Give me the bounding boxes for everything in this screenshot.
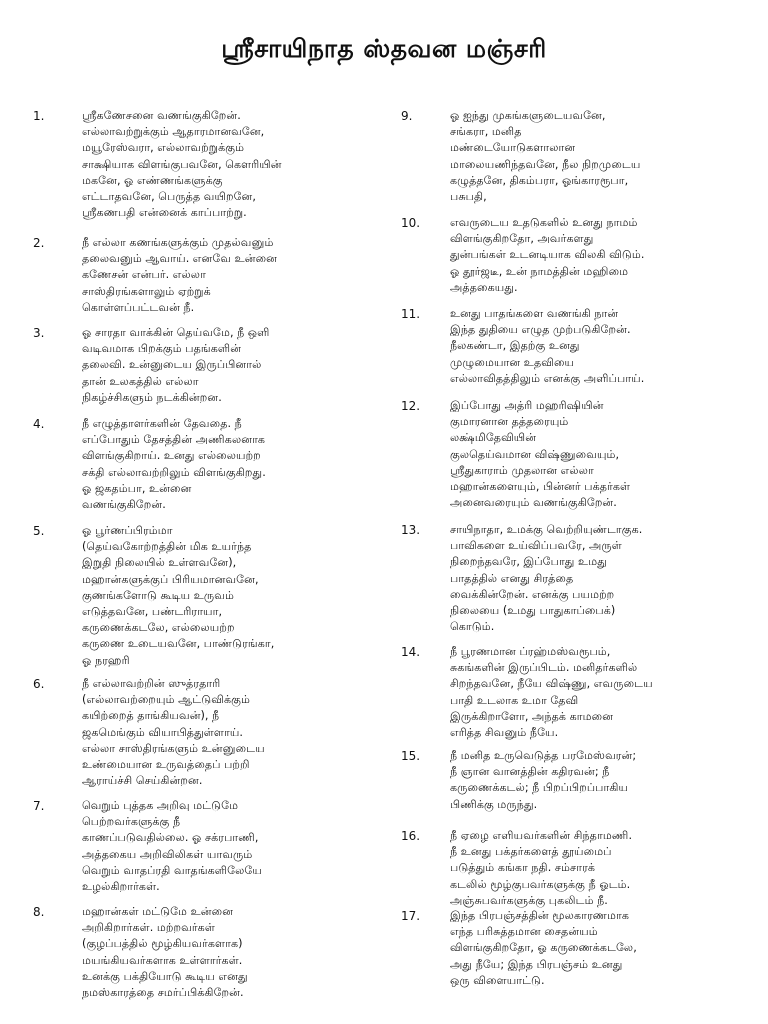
- verse-line: இந்த பிரபஞ்சத்தின் மூலகாரணமாக: [450, 909, 629, 922]
- verse-line: உனக்கு பக்தியோடு கூடிய எனது: [82, 969, 248, 983]
- verse-text: [450, 306, 644, 387]
- verse-line: நீ எல்லாவற்றின் ஸுத்ரதாரி: [82, 677, 221, 690]
- verse-line: ஓ பூர்ணப்பிரம்மா: [82, 524, 173, 537]
- verse-line: நீலகண்டா, இதற்கு உனது: [450, 339, 580, 353]
- verse-line: எல்லாவிதத்திலும் எனக்கு அளிப்பாய்.: [450, 371, 645, 385]
- verse-line: அது நீயே; இந்த பிரபஞ்சம் உனது: [450, 957, 623, 971]
- verse-line: தலைவி. உன்னுடைய இருப்பினால்: [82, 358, 262, 372]
- verse-line: சிறந்தவனே, நீயே விஷ்ணு, எவருடைய: [450, 677, 653, 691]
- verse-number: 1.: [33, 109, 45, 123]
- verse-line: மயூரேஸ்வரா, எல்லாவற்றுக்கும்: [82, 141, 245, 155]
- verse-number: 4.: [33, 417, 45, 431]
- verse-line: கொடும்.: [450, 620, 495, 634]
- verse-line: ஒரு விளையாட்டு.: [450, 973, 545, 987]
- verse-line: நிகழ்ச்சிகளும் நடக்கின்றன.: [82, 390, 222, 404]
- verse-line: மஹான்களுக்குப் பிரியமானவனே,: [82, 572, 259, 586]
- verse-line: எல்லா சாஸ்திரங்களும் உன்னுடைய: [82, 741, 265, 755]
- verse-line: தலைவனும் ஆவாய். எனவே உன்னை: [82, 252, 278, 266]
- verse-line: மஹான்களையும், பின்னர் பக்தர்கள்: [450, 480, 631, 494]
- verse-line: கணேசன் என்பர். எல்லா: [82, 268, 206, 282]
- verse-text: [450, 644, 653, 741]
- verse-line: உனது பாதங்களை வணங்கி நான்: [450, 307, 619, 320]
- verse-text: [450, 522, 642, 635]
- verse-line: அறிகிறார்கள். மற்றவர்கள்: [82, 921, 215, 935]
- verse-number: 16.: [401, 829, 421, 843]
- verse-line: நமஸ்காரத்தை சமர்ப்பிக்கிறேன்.: [82, 986, 244, 1000]
- verse-line: மஹான்கள் மட்டுமே உன்னை: [82, 905, 234, 918]
- verse-line: நீ பூரணமான ப்ரஹ்மஸ்வரூபம்,: [450, 645, 611, 658]
- verse-line: கயிற்றைத் தாங்கியவன்), நீ: [82, 709, 220, 723]
- verse-line: வெறும் புத்தக அறிவு மட்டுமே: [82, 799, 239, 812]
- verse-text: [82, 798, 262, 895]
- verse-number: 2.: [33, 236, 45, 250]
- verse-line: நீ ஏழை எளியவர்களின் சிந்தாமணி.: [450, 829, 633, 842]
- verse-line: சாஸ்திரங்களாலும் ஏற்றுக்: [82, 284, 211, 298]
- verse-line: சாக்ஷியாக விளங்குபவனே, கௌரியின்: [82, 157, 282, 171]
- verse-line: வெறும் வாதப்ரதி வாதங்களிலேயே: [82, 863, 262, 877]
- verse-number: 6.: [33, 677, 45, 691]
- verse-line: இப்போது அத்ரி மஹரிஷியின்: [450, 399, 604, 412]
- verse-line: மகனே, ஓ எண்ணங்களுக்கு: [82, 173, 223, 187]
- verse-line: பசுபதி,: [450, 190, 487, 204]
- verse-text: [450, 828, 632, 909]
- verse-line: படுத்தும் கங்கா நதி. சம்சாரக்: [450, 861, 596, 875]
- verse-line: சாயிநாதா, உமக்கு வெற்றியுண்டாகுக.: [450, 523, 643, 536]
- verse-line: ஸ்ரீகணேசனை வணங்குகிறேன்.: [82, 109, 241, 122]
- verse-line: பெற்றவர்களுக்கு நீ: [82, 815, 181, 829]
- verse-line: லக்ஷ்மிதேவியின்: [450, 431, 537, 445]
- verse-line: எந்த பரிசுத்தமான சைதன்யம்: [450, 925, 598, 939]
- verse-number: 3.: [33, 326, 45, 340]
- verse-line: அஞ்சுபவர்களுக்கு புகலிடம் நீ.: [450, 893, 608, 907]
- verse-line: விளங்குகிறாய். உனது எல்லையற்ற: [82, 449, 261, 463]
- verse-line: கொள்ளப்பட்டவன் நீ.: [82, 300, 195, 314]
- verse-line: நீ உனது பக்தர்களைத் தூய்மைப்: [450, 845, 612, 859]
- verse-line: வைக்கின்றேன். எனக்கு பயமற்ற: [450, 587, 615, 601]
- verse-line: நீ ஞான வானத்தின் கதிரவன்; நீ: [450, 765, 610, 779]
- verse-line: எப்போதும் தேசத்தின் அணிகலனாக: [82, 433, 266, 447]
- verse-line: அனைவரையும் வணங்குகிறேன்.: [450, 496, 617, 510]
- verse-line: மண்டையோடுகளாலான: [450, 141, 576, 155]
- verse-number: 10.: [401, 216, 421, 230]
- verse-line: கருணைக்கடலே, எல்லையற்ற: [82, 621, 235, 635]
- verse-line: ஸ்ரீதுகாராம் முதலான எல்லா: [450, 463, 594, 477]
- verse-line: கருணைக்கடல்; நீ பிறப்பிறப்பாகிய: [450, 781, 629, 795]
- verse-line: ஓ தூர்ஜடீ, உன் நாமத்தின் மஹிமை: [450, 264, 629, 278]
- verse-line: சங்கரா, மனித: [450, 125, 522, 139]
- verse-line: ஸ்ரீகணபதி என்னைக் காப்பாற்று.: [82, 206, 247, 220]
- verse-line: காணப்படுவதில்லை. ஓ சக்ரபாணி,: [82, 831, 259, 845]
- verse-line: ஜகமெங்கும் வியாபித்துள்ளாய்.: [82, 725, 243, 739]
- verse-line: குமாரனான தத்தரையும்: [450, 415, 569, 429]
- verse-line: உழல்கிறார்கள்.: [82, 880, 160, 894]
- verse-line: நீ எல்லா கணங்களுக்கும் முதல்வனும்: [82, 236, 274, 249]
- verse-number: 7.: [33, 799, 45, 813]
- verse-line: எரித்த சிவனும் நீயே.: [450, 726, 559, 740]
- verse-text: [82, 325, 270, 406]
- verse-text: [450, 108, 640, 205]
- verse-line: ஓ சாரதா வாக்கின் தெய்வமே, நீ ஒளி: [82, 326, 270, 339]
- verse-text: [450, 215, 644, 296]
- verse-number: 11.: [401, 307, 421, 321]
- verse-line: வடிவமாக பிறக்கும் பதங்களின்: [82, 342, 242, 356]
- verse-line: இந்த துதியை எழுத முற்படுகிறேன்.: [450, 323, 631, 337]
- verse-line: வணங்குகிறேன்.: [82, 498, 166, 512]
- verse-number: 15.: [401, 749, 421, 763]
- verse-line: நீ மனித உருவெடுத்த பரமேஸ்வரன்;: [450, 749, 637, 762]
- verse-line: மயங்கியவர்களாக உள்ளார்கள்.: [82, 953, 243, 967]
- verse-line: கருணை உடையவனே, பாண்டுரங்கா,: [82, 637, 275, 651]
- verse-line: குணங்களோடு கூடிய உருவம்: [82, 588, 234, 602]
- verse-line: ஓ ஜகதம்பா, உன்னை: [82, 481, 192, 495]
- verse-line: ஆராய்ச்சி செய்கின்றன.: [82, 774, 203, 788]
- verse-line: அத்தகையது.: [450, 280, 518, 294]
- verse-line: (தெய்வகோற்றத்தின் மிக உயர்ந்த: [82, 540, 252, 554]
- verse-line: (எல்லாவற்றையும் ஆட்டுவிக்கும்: [82, 693, 250, 707]
- verse-line: இருக்கிறாளோ, அந்தக் காமனை: [450, 709, 614, 723]
- verse-line: நிலையை (உமது பாதுகாப்பைக்): [450, 604, 616, 618]
- verse-line: பாதி உடலாக உமா தேவி: [450, 693, 579, 707]
- verse-line: மாலையணிந்தவனே, நீல நிறமுடைய: [450, 157, 641, 171]
- verse-line: எல்லாவற்றுக்கும் ஆதாரமானவனே,: [82, 125, 265, 139]
- page-title: ஸ்ரீசாயிநாத ஸ்தவன மஞ்சரி: [221, 34, 547, 63]
- verse-line: ஓ ஐந்து முகங்களுடையவனே,: [450, 109, 606, 122]
- verse-line: கழுத்தனே, திகம்பரா, ஓங்காரரூபா,: [450, 173, 629, 187]
- verse-number: 17.: [401, 909, 421, 923]
- verse-line: பாவிகளை உய்விப்பவரே, அருள்: [450, 539, 622, 553]
- verse-line: சக்தி எல்லாவற்றிலும் விளங்குகிறது.: [82, 465, 266, 479]
- verse-line: பாதத்தில் எனது சிரத்தை: [450, 571, 574, 585]
- verse-line: கடலில் மூழ்குபவர்களுக்கு நீ ஓடம்.: [450, 877, 631, 891]
- verse-line: எடுத்தவனே, பண்டரிராயா,: [82, 605, 223, 619]
- verse-number: 9.: [401, 109, 413, 123]
- verse-line: ஓ நரஹரி: [82, 653, 130, 667]
- verse-line: நீ எழுத்தாளர்களின் தேவதை. நீ: [82, 417, 242, 430]
- verse-text: [82, 416, 266, 513]
- verse-line: முழுமையான உதவியை: [450, 355, 575, 369]
- verse-line: உண்மையான உருவத்தைப் பற்றி: [82, 758, 250, 772]
- verse-number: 13.: [401, 523, 421, 537]
- verse-line: விளங்குகிறதோ, ஓ கருணைக்கடலே,: [450, 941, 637, 955]
- verse-line: நிறைந்தவரே, இப்போது உமது: [450, 555, 607, 569]
- verse-line: பிணிக்கு மருந்து.: [450, 797, 538, 811]
- verse-text: [82, 904, 248, 1001]
- verse-text: [82, 108, 282, 221]
- verse-text: [450, 908, 637, 989]
- verse-text: [450, 748, 636, 813]
- verse-line: இறுதி நிலையில் உள்ளவனே),: [82, 556, 237, 570]
- verse-text: [82, 523, 274, 669]
- verse-line: குலதெய்வமான விஷ்ணுவையும்,: [450, 447, 620, 461]
- verse-line: அத்தகைய அறிவிலிகள் யாவரும்: [82, 847, 253, 861]
- verse-number: 5.: [33, 524, 45, 538]
- verse-line: துன்பங்கள் உடனடியாக விலகி விடும்.: [450, 248, 645, 262]
- verse-text: [82, 235, 277, 316]
- verse-line: எவருடைய உதடுகளில் உனது நாமம்: [450, 216, 638, 229]
- verse-line: தான் உலகத்தில் எல்லா: [82, 374, 199, 388]
- verse-line: சுகங்களின் இருப்பிடம். மனிதர்களில்: [450, 661, 638, 675]
- verse-line: (குழப்பத்தில் மூழ்கியவர்களாக): [82, 937, 243, 951]
- verse-text: [82, 676, 265, 789]
- verse-number: 14.: [401, 645, 421, 659]
- verse-line: விளங்குகிறதோ, அவர்களது: [450, 232, 594, 246]
- verse-line: எட்டாதவனே, பெருத்த வயிறனே,: [82, 190, 256, 204]
- verse-number: 12.: [401, 399, 421, 413]
- verse-number: 8.: [33, 905, 45, 919]
- verse-text: [450, 398, 630, 511]
